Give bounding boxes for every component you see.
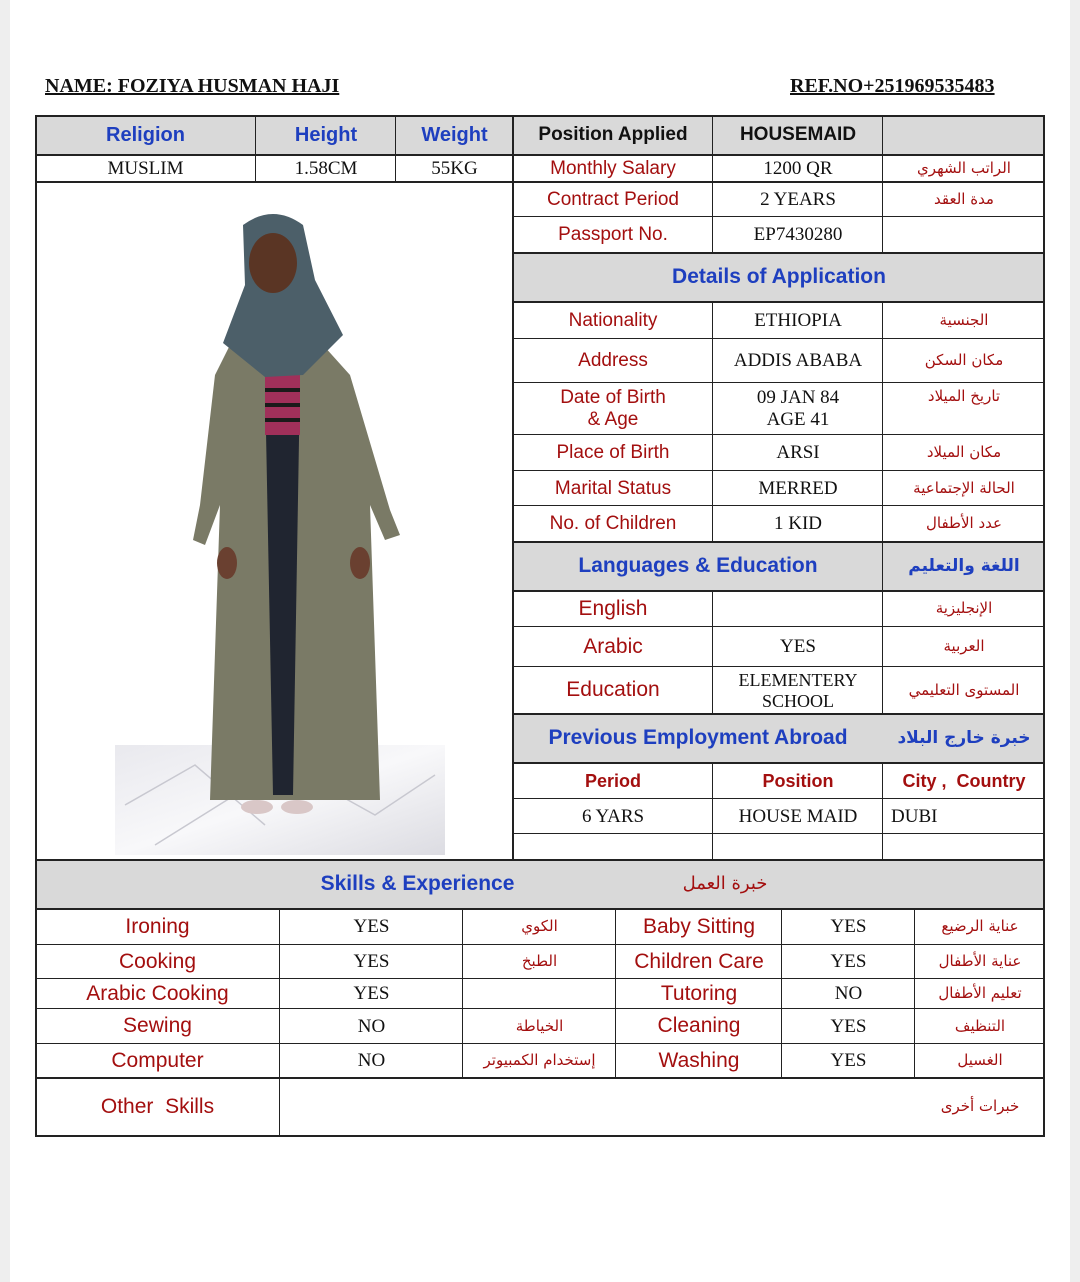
skill-ironing-value: YES: [353, 916, 390, 938]
dob-value-age: AGE 41: [766, 409, 830, 430]
skill-washing-label: Washing: [658, 1048, 740, 1072]
address-arabic: مكان السكن: [924, 351, 1004, 370]
children-value: 1 KID: [773, 513, 823, 535]
skill-arabic-cooking-arabic: [463, 979, 616, 1009]
employment-period-value: 6 YARS: [581, 805, 645, 827]
skill-tutoring-label: Tutoring: [660, 981, 738, 1005]
skill-arabic-cooking-value: YES: [353, 983, 390, 1005]
candidate-photo: [115, 205, 445, 855]
details-title: Details of Application: [672, 265, 886, 289]
skill-computer-label: Computer: [111, 1048, 204, 1072]
children-label: No. of Children: [549, 513, 677, 535]
height-value: 1.58CM: [294, 157, 358, 179]
cv-page: [10, 0, 1070, 1282]
english-value: [713, 591, 883, 627]
skill-children-care-arabic: عناية الأطفال: [938, 952, 1022, 971]
position-applied-value: HOUSEMAID: [739, 124, 857, 146]
employment-position-value: HOUSE MAID: [738, 805, 858, 827]
skill-ironing-arabic: الكوي: [521, 917, 558, 936]
marital-status-arabic: الحالة الإجتماعية: [913, 478, 1015, 497]
skill-arabic-cooking-label: Arabic Cooking: [86, 981, 229, 1005]
dob-label-line1: Date of Birth: [560, 387, 666, 409]
education-value: [713, 667, 883, 714]
passport-label: Passport No.: [558, 224, 668, 246]
marital-status-label: Marital Status: [554, 477, 672, 499]
contract-period-arabic: مدة العقد: [934, 189, 994, 208]
skill-baby-sitting-value: YES: [830, 916, 867, 938]
employment-title: Previous Employment Abroad: [548, 726, 848, 750]
english-label: English: [578, 596, 648, 620]
skill-sewing-value: NO: [357, 1015, 386, 1037]
reference-number: REF.NO+251969535483: [790, 75, 995, 97]
education-value-line1: ELEMENTERY: [738, 669, 858, 690]
marital-status-value: MERRED: [758, 477, 838, 499]
children-arabic: عدد الأطفال: [926, 514, 1002, 533]
skill-washing-arabic: الغسيل: [957, 1051, 1003, 1070]
other-skills-label: Other Skills: [100, 1094, 215, 1118]
skill-cooking-arabic: الطبخ: [521, 952, 558, 971]
address-value: ADDIS ABABA: [733, 350, 863, 372]
skill-cleaning-label: Cleaning: [657, 1014, 741, 1038]
languages-title-arabic: اللغة والتعليم: [908, 555, 1020, 576]
place-of-birth-value: ARSI: [776, 442, 820, 464]
skill-computer-value: NO: [357, 1050, 386, 1072]
employment-header-position: Position: [762, 770, 834, 791]
employment-header-period: Period: [584, 770, 641, 791]
weight-label: Weight: [421, 123, 488, 146]
employment-city-value: DUBI: [891, 805, 938, 827]
skill-cooking-value: YES: [353, 951, 390, 973]
skills-title: Skills & Experience: [320, 872, 515, 896]
candidate-name: NAME: FOZIYA HUSMAN HAJI: [45, 75, 340, 97]
skill-washing-value: YES: [830, 1050, 867, 1072]
skill-baby-sitting-arabic: عناية الرضيع: [941, 917, 1019, 936]
contract-period-label: Contract Period: [546, 188, 679, 210]
skills-title-arabic: خبرة العمل: [682, 873, 768, 895]
skill-sewing-label: Sewing: [123, 1014, 192, 1038]
education-label: Education: [566, 678, 660, 702]
position-applied-label: Position Applied: [538, 124, 688, 146]
nationality-arabic: الجنسية: [939, 310, 989, 329]
skill-sewing-arabic: الخياطة: [515, 1016, 564, 1035]
skill-baby-sitting-label: Baby Sitting: [642, 914, 756, 938]
skill-tutoring-arabic: تعليم الأطفال: [938, 984, 1022, 1003]
skill-children-care-label: Children Care: [634, 949, 764, 973]
skill-cleaning-arabic: التنظيف: [954, 1016, 1006, 1035]
monthly-salary-label: Monthly Salary: [550, 157, 676, 179]
nationality-label: Nationality: [568, 309, 658, 331]
skill-ironing-label: Ironing: [125, 914, 190, 938]
education-value-line2: SCHOOL: [761, 690, 834, 711]
monthly-salary-value: 1200 QR: [763, 157, 833, 179]
dob-label-line2: & Age: [587, 409, 639, 430]
place-of-birth-arabic: مكان الميلاد: [926, 443, 1002, 462]
arabic-label: Arabic: [583, 634, 643, 658]
arabic-arabic: العربية: [943, 637, 985, 656]
passport-arabic: [883, 217, 1045, 253]
religion-label: Religion: [106, 123, 185, 146]
languages-title: Languages & Education: [578, 554, 818, 578]
nationality-value: ETHIOPIA: [754, 309, 842, 331]
passport-value: EP7430280: [753, 224, 843, 246]
height-label: Height: [294, 123, 358, 146]
monthly-salary-arabic: الراتب الشهري: [917, 158, 1011, 177]
weight-value: 55KG: [431, 157, 478, 179]
skill-cooking-label: Cooking: [118, 949, 197, 973]
skill-computer-arabic: إستخدام الكمبيوتر: [483, 1051, 596, 1070]
arabic-value: YES: [780, 636, 816, 658]
religion-value: MUSLIM: [107, 157, 184, 179]
dob-arabic: تاريخ الميلاد: [927, 387, 1001, 406]
employment-header-city: City , Country: [902, 770, 1026, 791]
dob-label: [513, 383, 713, 435]
education-arabic: المستوى التعليمي: [908, 680, 1020, 699]
address-label: Address: [578, 350, 648, 372]
place-of-birth-label: Place of Birth: [556, 442, 670, 464]
skill-tutoring-value: NO: [834, 983, 863, 1005]
english-arabic: الإنجليزية: [935, 599, 993, 618]
dob-value-date: 09 JAN 84: [756, 387, 840, 409]
contract-period-value: 2 YEARS: [760, 188, 836, 210]
other-skills-arabic: خبرات أخرى: [940, 1097, 1020, 1116]
employment-title-arabic: خبرة خارج البلاد: [897, 727, 1031, 748]
dob-value: [713, 383, 883, 435]
skill-cleaning-value: YES: [830, 1015, 867, 1037]
skill-children-care-value: YES: [830, 951, 867, 973]
